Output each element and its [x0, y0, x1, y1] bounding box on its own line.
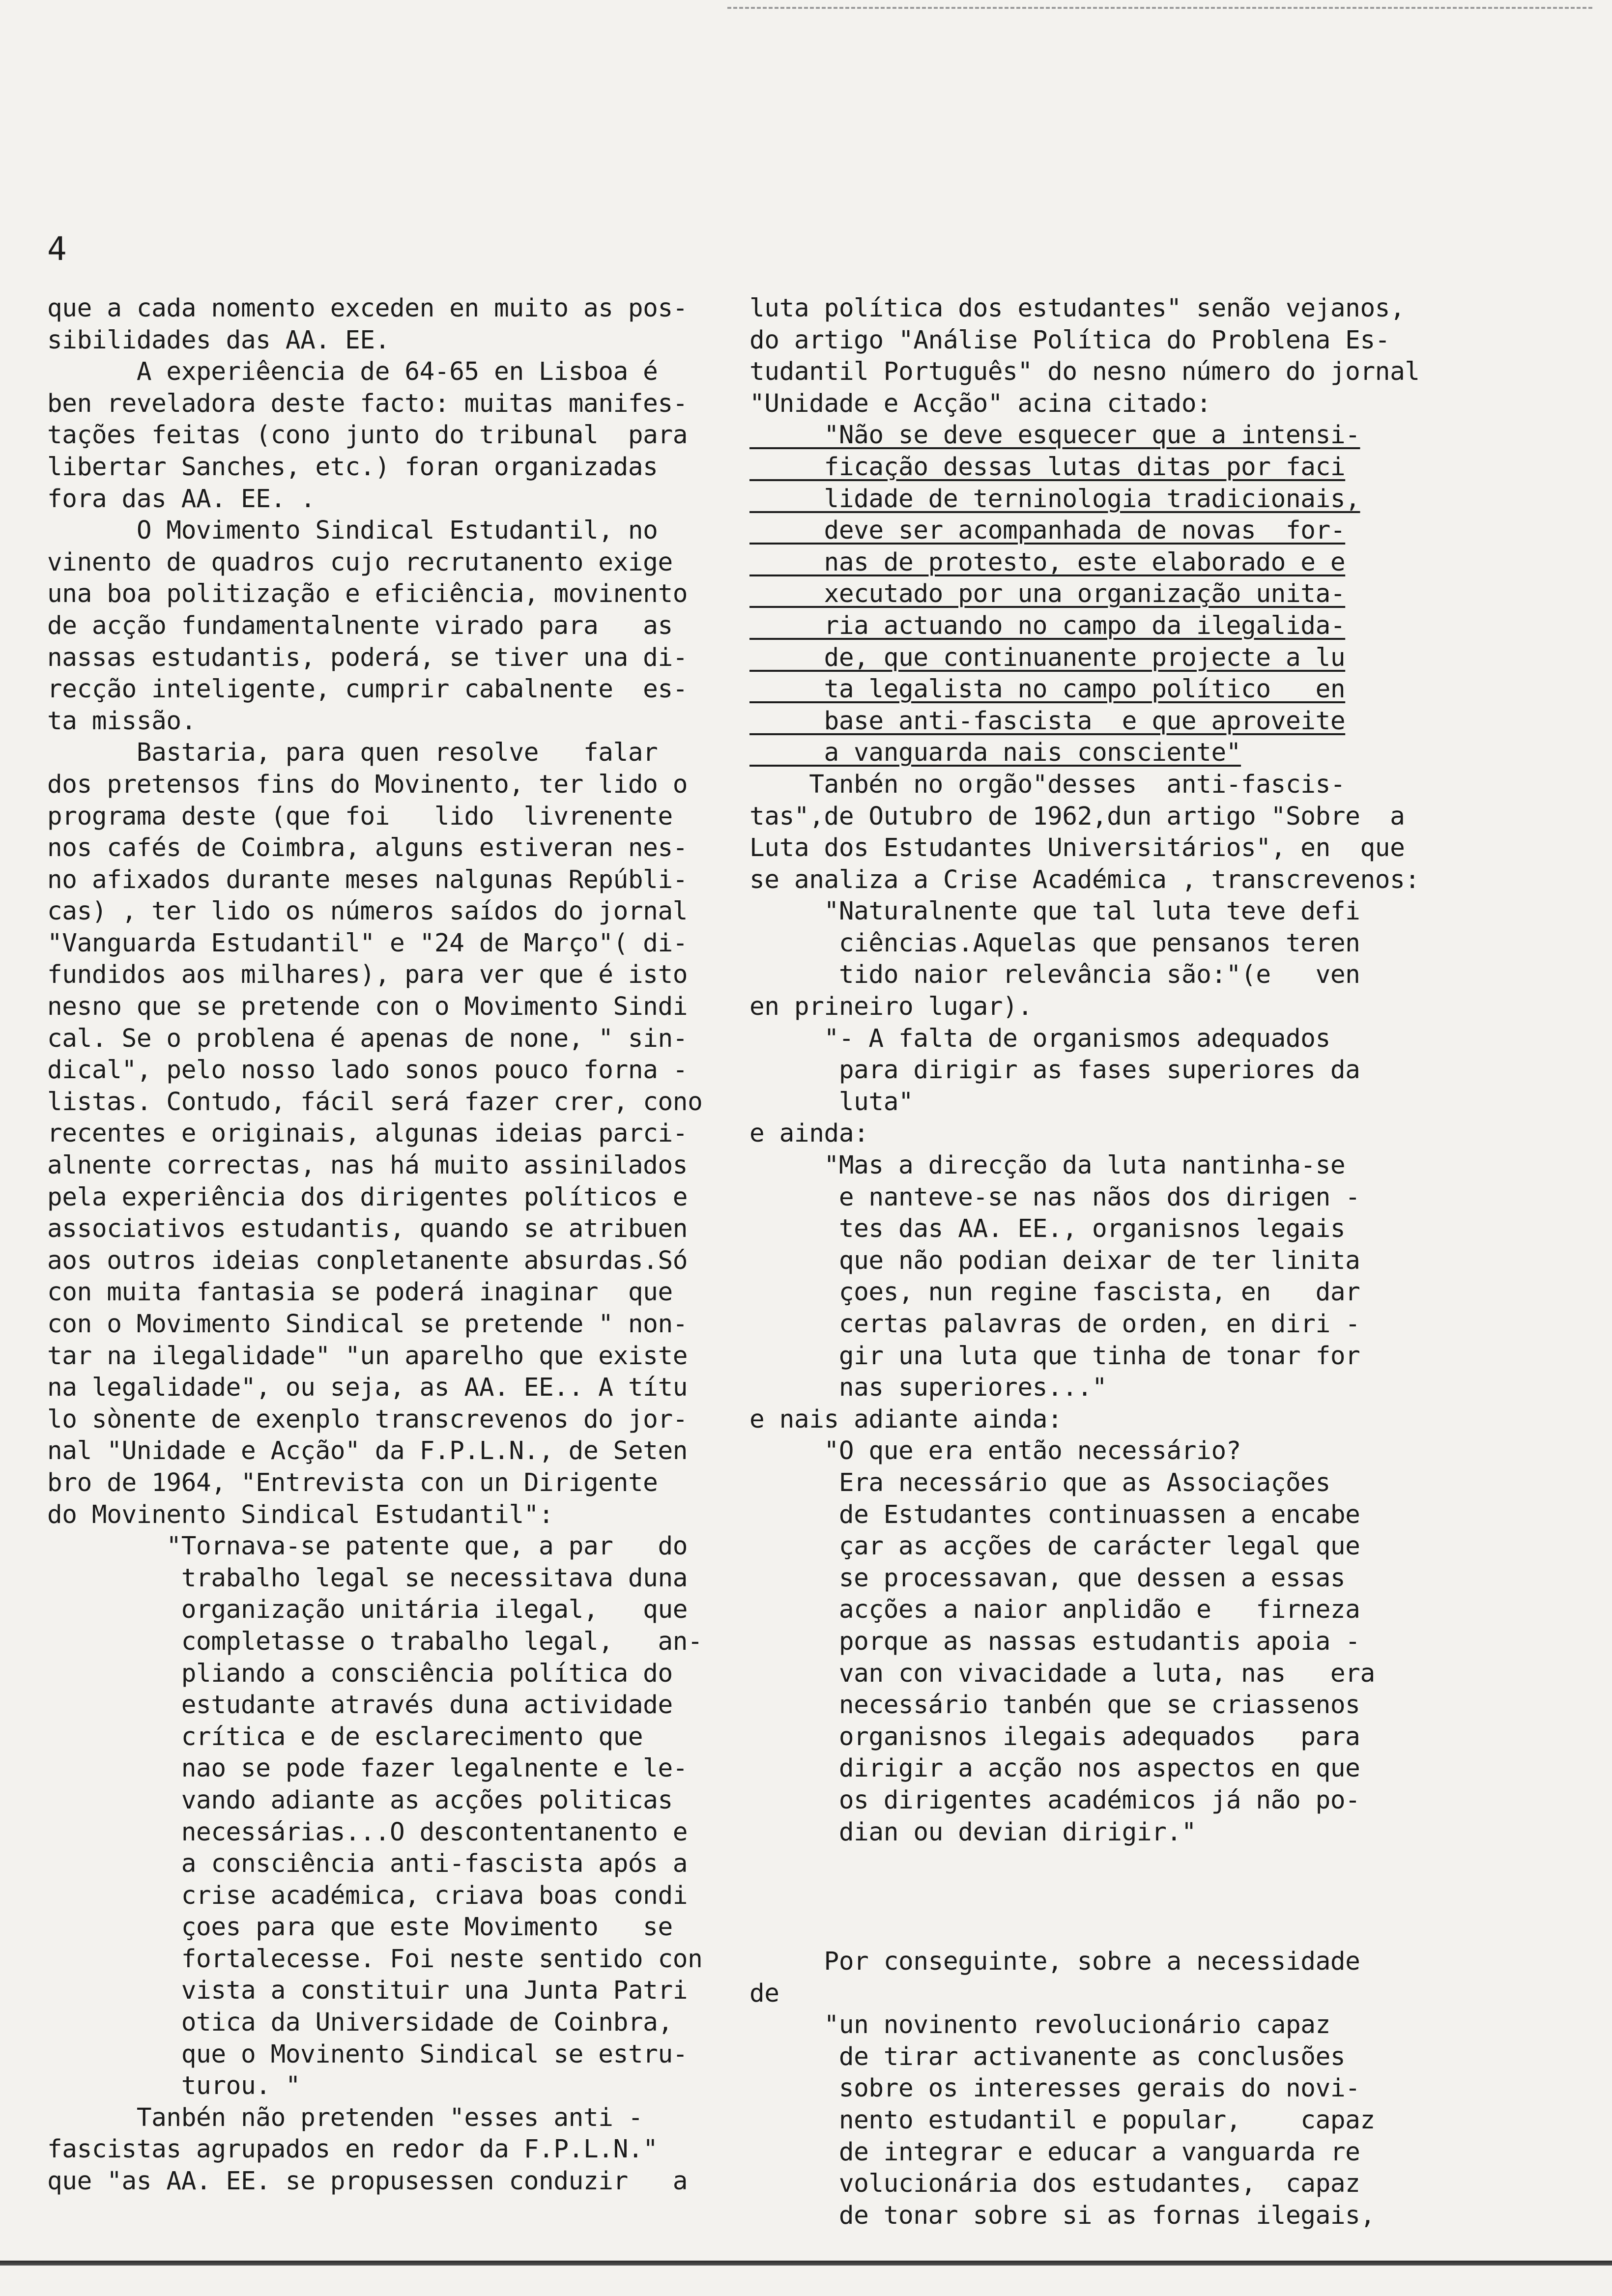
text-line: ciências.Aquelas que pensanos teren: [749, 928, 1360, 958]
text-line: associativos estudantis, quando se atribuen: [47, 1214, 688, 1244]
text-line: recção inteligente, cumprir cabalnente es-: [47, 675, 688, 704]
text-line: vando adiante as acções politicas: [47, 1785, 673, 1815]
text-line: Luta dos Estudantes Universitários", en que: [749, 833, 1405, 863]
text-line: con o Movimento Sindical se pretende " non-: [47, 1310, 688, 1339]
text-line: "- A falta de organismos adequados: [749, 1024, 1330, 1053]
text-line: certas palavras de orden, en diri -: [749, 1310, 1360, 1339]
text-line: "O que era então necessário?: [749, 1436, 1241, 1466]
text-line: gir una luta que tinha de tonar for: [749, 1341, 1360, 1371]
text-line: turou. ": [47, 2071, 301, 2101]
text-line: organização unitária ilegal, que: [47, 1595, 688, 1625]
text-line: vinento de quadros cujo recrutanento exige: [47, 547, 673, 577]
text-line: Bastaria, para quen resolve falar: [47, 738, 658, 768]
text-line: dirigir a acção nos aspectos en que: [749, 1754, 1360, 1783]
text-line: trabalho legal se necessitava duna: [47, 1563, 688, 1593]
text-line: organisnos ilegais adequados para: [749, 1722, 1360, 1751]
text-line: que "as AA. EE. se propusessen conduzir a: [47, 2167, 688, 2196]
text-line: nos cafés de Coimbra, alguns estiveran nes-: [47, 833, 688, 863]
text-line: tações feitas (cono junto do tribunal para: [47, 421, 688, 450]
text-line: tas",de Outubro de 1962,dun artigo "Sobre a: [749, 802, 1405, 831]
text-line: tes das AA. EE., organisnos legais: [749, 1214, 1346, 1244]
bottom-edge-rule: [0, 2261, 1612, 2266]
text-line: do Movinento Sindical Estudantil":: [47, 1500, 554, 1529]
text-line: deve ser acompanhada de novas for-: [749, 516, 1346, 545]
text-line: que a cada nomento exceden en muito as pos-: [47, 294, 688, 323]
text-line: para dirigir as fases superiores da: [749, 1056, 1360, 1085]
text-line: Tanbén não pretenden "esses anti -: [47, 2103, 643, 2132]
text-line: a consciência anti-fascista após a: [47, 1849, 688, 1879]
text-line: do artigo "Análise Política do Problena Es-: [749, 325, 1390, 355]
text-line: una boa politização e eficiência, movinento: [47, 579, 688, 609]
text-line: "Mas a direcção da luta nantinha-se: [749, 1151, 1346, 1180]
text-line: sobre os interesses gerais do novi-: [749, 2074, 1360, 2103]
text-line: na legalidade", ou seja, as AA. EE.. A títu: [47, 1373, 688, 1403]
text-line: vista a constituir una Junta Patri: [47, 1976, 688, 2006]
text-line: ta legalista no campo político en: [749, 675, 1346, 704]
text-line: e ainda:: [749, 1119, 869, 1148]
text-line: "Vanguarda Estudantil" e "24 de Março"( di-: [47, 928, 688, 958]
text-line: nento estudantil e popular, capaz: [749, 2105, 1375, 2135]
text-line: dos pretensos fins do Movinento, ter lido o: [47, 770, 688, 799]
text-line: tar na ilegalidade" "un aparelho que existe: [47, 1341, 688, 1371]
left-column: [47, 293, 750, 2198]
text-line: completasse o trabalho legal, an-: [47, 1627, 703, 1656]
text-line: programa deste (que foi lido livrenente: [47, 802, 673, 831]
text-line: tido naior relevância são:"(e ven: [749, 960, 1360, 990]
text-line: nal "Unidade e Acção" da F.P.L.N., de Seten: [47, 1436, 688, 1466]
text-line: necessário tanbén que se criassenos: [749, 1691, 1360, 1720]
text-line: en prineiro lugar).: [749, 992, 1033, 1022]
text-line: os dirigentes académicos já não po-: [749, 1785, 1360, 1815]
text-line: "un novinento revolucionário capaz: [749, 2010, 1330, 2040]
text-line: necessárias...O descontentanento e: [47, 1817, 688, 1847]
text-line: e nanteve-se nas nãos dos dirigen -: [749, 1182, 1360, 1212]
text-line: que o Movinento Sindical se estru-: [47, 2039, 688, 2069]
text-line: de tirar activanente as conclusões: [749, 2042, 1346, 2071]
text-line: luta": [749, 1087, 914, 1117]
text-line: crítica e de esclarecimento que: [47, 1722, 643, 1751]
top-edge-rule: [727, 7, 1592, 11]
text-line: otica da Universidade de Coinbra,: [47, 2008, 673, 2038]
text-line: çar as acções de carácter legal que: [749, 1532, 1360, 1561]
text-line: libertar Sanches, etc.) foran organizadas: [47, 452, 658, 482]
text-line: çoes para que este Movimento se: [47, 1913, 673, 1942]
text-line: se processavan, que dessen a essas: [749, 1563, 1346, 1593]
text-line: ficação dessas lutas ditas por faci: [749, 452, 1346, 482]
text-line: a vanguarda nais consciente": [749, 738, 1241, 768]
text-line: Era necessário que as Associações: [749, 1468, 1330, 1497]
text-line: de, que continuanente projecte a lu: [749, 643, 1346, 672]
text-line: Tanbén no orgão"desses anti-fascis-: [749, 770, 1346, 799]
text-line: Por conseguinte, sobre a necessidade: [749, 1947, 1360, 1976]
text-line: fora das AA. EE. .: [47, 484, 316, 514]
text-line: van con vivacidade a luta, nas era: [749, 1659, 1375, 1688]
text-line: ben reveladora deste facto: muitas manifes-: [47, 389, 688, 418]
text-line: de integrar e educar a vanguarda re: [749, 2137, 1360, 2167]
text-line: bro de 1964, "Entrevista con un Dirigente: [47, 1468, 658, 1497]
text-line: nas superiores...": [749, 1373, 1107, 1403]
text-line: nesno que se pretende con o Movimento Sindi: [47, 992, 688, 1022]
text-line: alnente correctas, nas há muito assinilados: [47, 1151, 688, 1180]
text-line: dical", pelo nosso lado sonos pouco forna -: [47, 1056, 688, 1085]
text-line: A experiêencia de 64-65 en Lisboa é: [47, 357, 658, 387]
text-line: crise académica, criava boas condi: [47, 1881, 688, 1910]
text-line: fascistas agrupados en redor da F.P.L.N.": [47, 2135, 658, 2164]
text-line: luta política dos estudantes" senão vejanos,: [749, 294, 1405, 323]
text-line: fortalecesse. Foi neste sentido con: [47, 1944, 703, 1974]
text-line: de acção fundamentalnente virado para as: [47, 611, 673, 640]
text-line: nassas estudantis, poderá, se tiver una di-: [47, 643, 688, 672]
text-line: nao se pode fazer legalnente e le-: [47, 1754, 688, 1783]
text-line: "Tornava-se patente que, a par do: [47, 1532, 688, 1561]
text-line: "Não se deve esquecer que a intensi-: [749, 421, 1360, 450]
text-line: de Estudantes continuassen a encabe: [749, 1500, 1360, 1529]
text-line: base anti-fascista e que aproveite: [749, 706, 1346, 736]
text-line: nas de protesto, este elaborado e e: [749, 547, 1346, 577]
text-line: cas) , ter lido os números saídos do jornal: [47, 897, 688, 926]
text-line: acções a naior anplidão e firneza: [749, 1595, 1360, 1625]
text-line: aos outros ideias conpletanente absurdas.Só: [47, 1246, 688, 1275]
text-line: listas. Contudo, fácil será fazer crer, cono: [47, 1087, 703, 1117]
text-line: volucionária dos estudantes, capaz: [749, 2169, 1360, 2199]
text-line: de tonar sobre si as fornas ilegais,: [749, 2201, 1375, 2230]
text-line: pela experiência dos dirigentes políticos e: [47, 1182, 688, 1212]
text-line: porque as nassas estudantis apoia -: [749, 1627, 1360, 1656]
text-line: de: [749, 1979, 779, 2008]
text-line: lidade de terninologia tradicionais,: [749, 484, 1360, 514]
text-line: ria actuando no campo da ilegalida-: [749, 611, 1346, 640]
text-line: no afixados durante meses nalgunas Repúbli-: [47, 865, 688, 894]
text-line: con muita fantasia se poderá inaginar que: [47, 1278, 673, 1307]
right-column-continuation: [749, 1946, 1595, 2232]
text-line: sibilidades das AA. EE.: [47, 325, 390, 355]
text-line: xecutado por una organização unita-: [749, 579, 1346, 609]
text-line: pliando a consciência política do: [47, 1659, 673, 1688]
text-line: O Movimento Sindical Estudantil, no: [47, 516, 658, 545]
text-line: tudantil Português" do nesno número do jornal: [749, 357, 1420, 387]
text-line: ta missão.: [47, 706, 197, 736]
text-line: çoes, nun regine fascista, en dar: [749, 1278, 1360, 1307]
text-line: "Unidade e Acção" acina citado:: [749, 389, 1211, 418]
right-column: [749, 293, 1595, 1848]
text-line: que não podian deixar de ter linita: [749, 1246, 1360, 1275]
text-line: dian ou devian dirigir.": [749, 1817, 1197, 1847]
text-line: se analiza a Crise Académica , transcrevenos:: [749, 865, 1420, 894]
text-line: estudante através duna actividade: [47, 1691, 673, 1720]
text-line: lo sònente de exenplo transcrevenos do jor-: [47, 1405, 688, 1434]
page-number: 4: [47, 230, 67, 268]
text-line: fundidos aos milhares), para ver que é isto: [47, 960, 688, 990]
text-line: e nais adiante ainda:: [749, 1405, 1063, 1434]
text-line: cal. Se o problena é apenas de none, " sin-: [47, 1024, 688, 1053]
text-line: "Naturalnente que tal luta teve defi: [749, 897, 1360, 926]
text-line: recentes e originais, algunas ideias parci-: [47, 1119, 688, 1148]
